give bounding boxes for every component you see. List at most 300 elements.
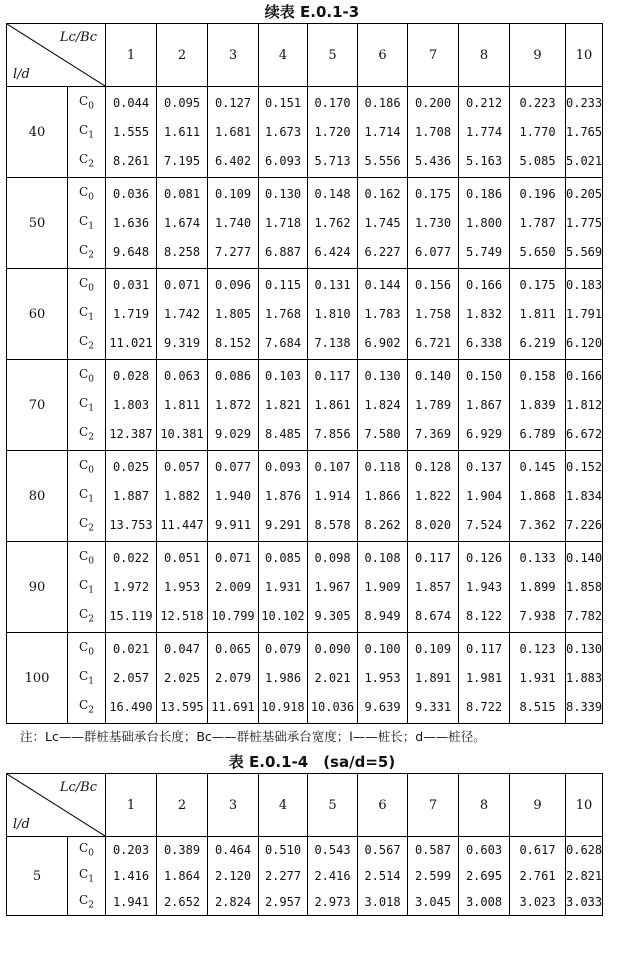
value-cell: 0.098 [308,542,358,575]
value-cell: 0.567 [358,837,408,864]
value-cell: 2.277 [259,863,308,889]
value-cell: 1.943 [459,574,510,600]
column-header: 6 [358,24,408,87]
table-row [7,418,603,451]
value-cell: 15.119 [106,600,157,633]
value-cell: 1.858 [566,574,603,600]
table-row [7,509,603,542]
value-cell: 8.674 [408,600,459,633]
value-cell: 1.887 [106,483,157,509]
value-cell: 8.262 [358,509,408,542]
value-cell: 0.137 [459,451,510,484]
value-cell: 1.883 [566,665,603,691]
value-cell: 1.824 [358,392,408,418]
value-cell: 0.130 [358,360,408,393]
column-header: 5 [308,774,358,837]
value-cell: 0.145 [510,451,566,484]
value-cell: 1.872 [208,392,259,418]
value-cell: 1.810 [308,301,358,327]
value-cell: 6.120 [566,327,603,360]
value-cell: 6.424 [308,236,358,269]
value-cell: 0.175 [408,178,459,211]
value-cell: 6.219 [510,327,566,360]
coef-label-cell: $C_2$ [68,145,106,178]
value-cell: 0.186 [358,87,408,120]
value-cell: 1.791 [566,301,603,327]
value-cell: 8.152 [208,327,259,360]
value-cell: 1.770 [510,119,566,145]
value-cell: 0.464 [208,837,259,864]
table2-title: 表 E.0.1-4 (sa/d=5) [228,753,396,771]
value-cell: 3.023 [510,889,566,916]
value-cell: 1.967 [308,574,358,600]
value-cell: 3.008 [459,889,510,916]
value-cell: 2.652 [157,889,208,916]
ld-cell: 40 [7,87,68,178]
value-cell: 0.617 [510,837,566,864]
value-cell: 10.918 [259,691,308,724]
value-cell: 1.783 [358,301,408,327]
value-cell: 0.077 [208,451,259,484]
value-cell: 1.866 [358,483,408,509]
value-cell: 3.033 [566,889,603,916]
value-cell: 0.133 [510,542,566,575]
value-cell: 0.130 [566,633,603,666]
coef-label-cell: $C_0$ [68,837,106,864]
value-cell: 1.742 [157,301,208,327]
value-cell: 6.721 [408,327,459,360]
value-cell: 0.140 [566,542,603,575]
value-cell: 5.556 [358,145,408,178]
value-cell: 13.753 [106,509,157,542]
value-cell: 1.812 [566,392,603,418]
value-cell: 1.762 [308,210,358,236]
value-cell: 8.578 [308,509,358,542]
header-lc-bc: Lc/Bc [59,30,97,45]
value-cell: 6.093 [259,145,308,178]
value-cell: 1.730 [408,210,459,236]
value-cell: 6.929 [459,418,510,451]
table-row [7,87,603,120]
value-cell: 2.025 [157,665,208,691]
value-cell: 2.824 [208,889,259,916]
value-cell: 12.518 [157,600,208,633]
value-cell: 0.144 [358,269,408,302]
value-cell: 7.580 [358,418,408,451]
column-header: 3 [208,774,259,837]
value-cell: 0.212 [459,87,510,120]
value-cell: 5.713 [308,145,358,178]
value-cell: 0.166 [459,269,510,302]
table-note: 注：Lc——群桩基础承台长度；Bc——群桩基础承台宽度；l——桩长；d——桩径。 [20,729,486,744]
value-cell: 1.758 [408,301,459,327]
value-cell: 0.095 [157,87,208,120]
coef-label-cell: $C_2$ [68,327,106,360]
value-cell: 1.909 [358,574,408,600]
diagonal-header-cell [7,774,106,837]
value-cell: 0.036 [106,178,157,211]
value-cell: 12.387 [106,418,157,451]
value-cell: 0.166 [566,360,603,393]
value-cell: 0.127 [208,87,259,120]
value-cell: 3.018 [358,889,408,916]
column-header: 3 [208,24,259,87]
value-cell: 7.684 [259,327,308,360]
value-cell: 0.115 [259,269,308,302]
column-header: 5 [308,24,358,87]
value-cell: 2.761 [510,863,566,889]
value-cell: 9.291 [259,509,308,542]
value-cell: 0.389 [157,837,208,864]
value-cell: 1.972 [106,574,157,600]
value-cell: 6.402 [208,145,259,178]
value-cell: 6.338 [459,327,510,360]
value-cell: 0.170 [308,87,358,120]
value-cell: 9.331 [408,691,459,724]
value-cell: 10.036 [308,691,358,724]
value-cell: 1.981 [459,665,510,691]
value-cell: 1.775 [566,210,603,236]
value-cell: 9.319 [157,327,208,360]
value-cell: 6.902 [358,327,408,360]
value-cell: 10.102 [259,600,308,633]
value-cell: 0.109 [208,178,259,211]
coef-label-cell: $C_2$ [68,418,106,451]
value-cell: 1.636 [106,210,157,236]
value-cell: 8.020 [408,509,459,542]
value-cell: 0.031 [106,269,157,302]
table-row [7,178,603,211]
value-cell: 0.071 [157,269,208,302]
table-row [7,145,603,178]
value-cell: 1.882 [157,483,208,509]
value-cell: 2.416 [308,863,358,889]
value-cell: 0.183 [566,269,603,302]
value-cell: 0.096 [208,269,259,302]
value-cell: 2.695 [459,863,510,889]
value-cell: 0.186 [459,178,510,211]
value-cell: 1.832 [459,301,510,327]
coef-label-cell: $C_0$ [68,633,106,666]
value-cell: 9.305 [308,600,358,633]
coef-label-cell: $C_1$ [68,863,106,889]
value-cell: 0.543 [308,837,358,864]
value-cell: 0.021 [106,633,157,666]
value-cell: 0.057 [157,451,208,484]
value-cell: 6.227 [358,236,408,269]
value-cell: 0.203 [106,837,157,864]
value-cell: 5.085 [510,145,566,178]
value-cell: 1.931 [510,665,566,691]
value-cell: 7.938 [510,600,566,633]
value-cell: 8.722 [459,691,510,724]
value-cell: 0.123 [510,633,566,666]
value-cell: 10.799 [208,600,259,633]
value-cell: 1.931 [259,574,308,600]
coefficient-table-e014 [6,773,603,916]
value-cell: 1.774 [459,119,510,145]
ld-cell: 5 [7,837,68,916]
coef-label-cell: $C_0$ [68,178,106,211]
value-cell: 1.868 [510,483,566,509]
value-cell: 1.940 [208,483,259,509]
value-cell: 7.524 [459,509,510,542]
value-cell: 0.200 [408,87,459,120]
value-cell: 5.163 [459,145,510,178]
value-cell: 0.065 [208,633,259,666]
value-cell: 10.381 [157,418,208,451]
value-cell: 0.223 [510,87,566,120]
value-cell: 1.811 [510,301,566,327]
column-header: 4 [259,774,308,837]
value-cell: 0.158 [510,360,566,393]
value-cell: 0.071 [208,542,259,575]
value-cell: 0.126 [459,542,510,575]
value-cell: 0.044 [106,87,157,120]
table-row [7,574,603,600]
value-cell: 2.957 [259,889,308,916]
value-cell: 0.022 [106,542,157,575]
table-row [7,327,603,360]
table-row [7,889,603,916]
column-header: 4 [259,24,308,87]
value-cell: 1.611 [157,119,208,145]
value-cell: 1.720 [308,119,358,145]
value-cell: 1.839 [510,392,566,418]
value-cell: 7.369 [408,418,459,451]
value-cell: 6.789 [510,418,566,451]
value-cell: 1.891 [408,665,459,691]
value-cell: 0.175 [510,269,566,302]
value-cell: 9.639 [358,691,408,724]
coefficient-table-e013 [6,23,603,724]
value-cell: 1.821 [259,392,308,418]
value-cell: 0.587 [408,837,459,864]
value-cell: 7.362 [510,509,566,542]
value-cell: 2.821 [566,863,603,889]
table-row [7,633,603,666]
value-cell: 0.233 [566,87,603,120]
value-cell: 5.021 [566,145,603,178]
coef-label-cell: $C_2$ [68,889,106,916]
value-cell: 1.811 [157,392,208,418]
header-row [7,774,603,837]
value-cell: 9.029 [208,418,259,451]
column-header: 7 [408,24,459,87]
ld-cell: 70 [7,360,68,451]
value-cell: 0.151 [259,87,308,120]
value-cell: 1.857 [408,574,459,600]
value-cell: 1.416 [106,863,157,889]
value-cell: 1.867 [459,392,510,418]
coef-label-cell: $C_2$ [68,691,106,724]
table1-title: 续表 E.0.1-3 [264,3,360,21]
column-header: 10 [566,24,603,87]
value-cell: 0.100 [358,633,408,666]
table-row [7,451,603,484]
value-cell: 1.904 [459,483,510,509]
ld-cell: 50 [7,178,68,269]
coef-label-cell: $C_0$ [68,269,106,302]
value-cell: 5.650 [510,236,566,269]
column-header: 7 [408,774,459,837]
value-cell: 0.025 [106,451,157,484]
value-cell: 0.162 [358,178,408,211]
value-cell: 11.021 [106,327,157,360]
value-cell: 1.765 [566,119,603,145]
value-cell: 3.045 [408,889,459,916]
header-lc-bc: Lc/Bc [59,780,97,795]
table-row [7,119,603,145]
header-row [7,24,603,87]
column-header: 1 [106,24,157,87]
value-cell: 1.803 [106,392,157,418]
ld-cell: 80 [7,451,68,542]
value-cell: 1.876 [259,483,308,509]
coef-label-cell: $C_1$ [68,210,106,236]
coef-label-cell: $C_1$ [68,665,106,691]
coef-label-cell: $C_2$ [68,600,106,633]
value-cell: 0.028 [106,360,157,393]
value-cell: 1.789 [408,392,459,418]
table-row [7,665,603,691]
value-cell: 0.152 [566,451,603,484]
coef-label-cell: $C_2$ [68,236,106,269]
value-cell: 1.674 [157,210,208,236]
value-cell: 2.021 [308,665,358,691]
column-header: 10 [566,774,603,837]
value-cell: 7.138 [308,327,358,360]
value-cell: 2.599 [408,863,459,889]
value-cell: 0.051 [157,542,208,575]
table-row [7,483,603,509]
value-cell: 1.745 [358,210,408,236]
value-cell: 1.800 [459,210,510,236]
coef-label-cell: $C_1$ [68,119,106,145]
table-row [7,542,603,575]
value-cell: 6.077 [408,236,459,269]
value-cell: 0.196 [510,178,566,211]
value-cell: 2.120 [208,863,259,889]
value-cell: 1.555 [106,119,157,145]
value-cell: 0.118 [358,451,408,484]
coef-label-cell: $C_2$ [68,509,106,542]
value-cell: 0.085 [259,542,308,575]
value-cell: 11.447 [157,509,208,542]
value-cell: 1.899 [510,574,566,600]
value-cell: 0.150 [459,360,510,393]
value-cell: 2.057 [106,665,157,691]
value-cell: 0.117 [308,360,358,393]
value-cell: 0.117 [408,542,459,575]
table-row [7,360,603,393]
value-cell: 0.148 [308,178,358,211]
value-cell: 2.009 [208,574,259,600]
value-cell: 1.861 [308,392,358,418]
value-cell: 9.648 [106,236,157,269]
value-cell: 1.805 [208,301,259,327]
value-cell: 6.672 [566,418,603,451]
value-cell: 0.108 [358,542,408,575]
column-header: 2 [157,774,208,837]
value-cell: 11.691 [208,691,259,724]
value-cell: 7.226 [566,509,603,542]
column-header: 1 [106,774,157,837]
value-cell: 0.128 [408,451,459,484]
value-cell: 2.079 [208,665,259,691]
value-cell: 0.079 [259,633,308,666]
value-cell: 1.768 [259,301,308,327]
value-cell: 0.093 [259,451,308,484]
ld-cell: 90 [7,542,68,633]
table-row [7,837,603,864]
table-row [7,301,603,327]
column-header: 8 [459,24,510,87]
value-cell: 1.681 [208,119,259,145]
value-cell: 7.277 [208,236,259,269]
value-cell: 2.973 [308,889,358,916]
value-cell: 0.510 [259,837,308,864]
value-cell: 7.782 [566,600,603,633]
value-cell: 1.941 [106,889,157,916]
table-row [7,691,603,724]
value-cell: 0.063 [157,360,208,393]
value-cell: 0.130 [259,178,308,211]
value-cell: 7.195 [157,145,208,178]
value-cell: 8.949 [358,600,408,633]
table-row [7,863,603,889]
coef-label-cell: $C_1$ [68,483,106,509]
ld-cell: 60 [7,269,68,360]
value-cell: 1.673 [259,119,308,145]
value-cell: 0.131 [308,269,358,302]
table-row [7,269,603,302]
value-cell: 0.117 [459,633,510,666]
column-header: 9 [510,774,566,837]
coef-label-cell: $C_0$ [68,542,106,575]
value-cell: 1.864 [157,863,208,889]
value-cell: 16.490 [106,691,157,724]
value-cell: 8.122 [459,600,510,633]
ld-cell: 100 [7,633,68,724]
value-cell: 6.887 [259,236,308,269]
value-cell: 0.205 [566,178,603,211]
table-row [7,600,603,633]
value-cell: 1.740 [208,210,259,236]
value-cell: 0.103 [259,360,308,393]
column-header: 6 [358,774,408,837]
value-cell: 2.514 [358,863,408,889]
value-cell: 0.140 [408,360,459,393]
coef-label-cell: $C_1$ [68,392,106,418]
coef-label-cell: $C_1$ [68,301,106,327]
value-cell: 0.090 [308,633,358,666]
value-cell: 1.914 [308,483,358,509]
value-cell: 1.822 [408,483,459,509]
coef-label-cell: $C_0$ [68,87,106,120]
value-cell: 8.258 [157,236,208,269]
value-cell: 1.718 [259,210,308,236]
value-cell: 0.109 [408,633,459,666]
value-cell: 1.834 [566,483,603,509]
value-cell: 1.708 [408,119,459,145]
value-cell: 0.603 [459,837,510,864]
value-cell: 0.047 [157,633,208,666]
value-cell: 8.261 [106,145,157,178]
value-cell: 0.107 [308,451,358,484]
table-row [7,392,603,418]
value-cell: 0.086 [208,360,259,393]
